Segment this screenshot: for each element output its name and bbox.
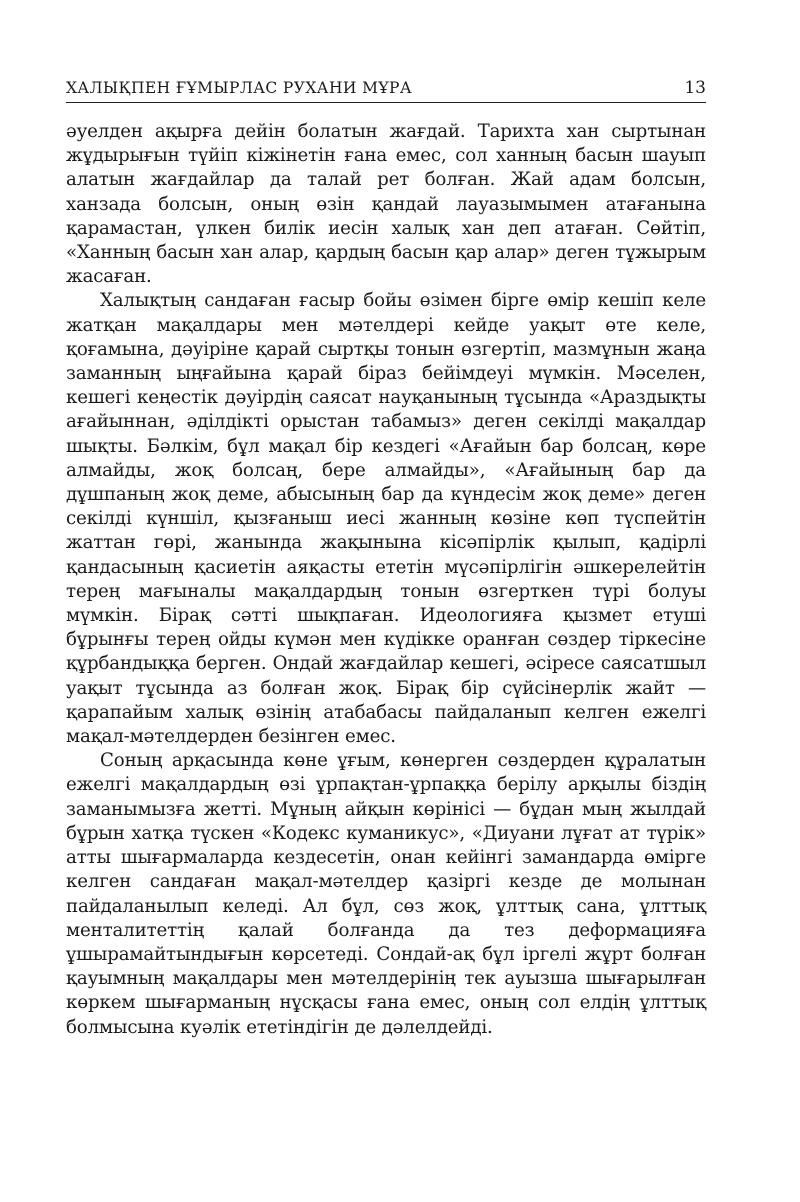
running-header bbox=[66, 76, 706, 103]
paragraph-3: Соның арқасында көне ұғым, көнерген сөздерден құралатын ежелгі мақалдардың өзі ұрпақтан-ұрпаққа берілу арқылы біздің заманымызға жетті. Мұның айқын көрінісі — бұдан мың жылдай бұрын хатқа түскен «Кодекс куманикус», «Диуани лұғат ат түрік» атты шығармаларда кездесетін, онан кейінгі замандарда өмірге келген сандаған мақал-мәтелдер қазіргі кезде де молынан пайдаланылып келеді. Ал бұл, сөз жоқ, ұлттық сана, ұлттық менталитеттің қалай болғанда да тез деформацияға ұшырамайтындығын көрсетеді. Сондай-ақ бұл іргелі жұрт болған қауымның мақалдары мен мәтелдерінің тек ауызша шығарылған көркем шығарманың нұсқасы ғана емес, оның сол елдің ұлттық болмысына куәлік ететіндігін де дәлелдейді. bbox=[66, 750, 706, 1038]
running-title: ХАЛЫҚПЕН ҒҰМЫРЛАС РУХАНИ МҰРА bbox=[66, 79, 412, 97]
page-number: 13 bbox=[684, 78, 706, 98]
paragraph-1: әуелден ақырға дейін болатын жағдай. Тарихта хан сыртынан жұдырығын түйіп кіжінетін ғана емес, сол ханның басын шауып алатын жағдайлар да талай рет болған. Жай адам болсын, ханзада болсын, оның өзін қандай лауазымымен атағанына қарамастан, үлкен билік иесін халық хан деп атаған. Сөйтіп, «Ханның басын хан алар, қардың басын қар алар» деген тұжырым жасаған. bbox=[66, 121, 706, 288]
body-text bbox=[66, 120, 706, 1040]
paragraph-2: Халықтың сандаған ғасыр бойы өзімен бірге өмір кешіп келе жатқан мақалдары мен мәтелдері кейде уақыт өте келе, қоғамына, дәуіріне қарай сыртқы тонын өзгертіп, мазмұнын жаңа заманның ыңғайына қарай біраз бейімдеуі мүмкін. Мәселен, кешегі кеңестік дәуірдің саясат науқанының тұсында «Араздықты ағайыннан, әділдікті орыстан табамыз» деген секілді мақалдар шықты. Бәлкім, бұл мақал бір кездегі «Ағайын бар болсаң, көре алмайды, жоқ болсаң, бере алмайды», «Ағайының бар да дұшпаның жоқ деме, абысының бар да күндесім жоқ деме» деген секілді күншіл, қызғаныш иесі жанның көзіне көп түспейтін жаттан гөрі, жанында жақынына кісәпірлік қылып, қадірлі қандасының қасиетін аяқасты ететін мүсәпірлігін әшкерелейтін терең мағыналы мақалдардың тонын өзгерткен түрі болуы мүмкін. Бірақ сәтті шықпаған. Идеологияға қызмет етуші бұрынғы терең ойды күмән мен күдікке оранған сөздер тіркесіне құрбандыққа берген. Ондай жағдайлар кешегі, әсіресе саясатшыл уақыт тұсында аз болған жоқ. Бірақ бір сүйсінерлік жайт — қарапайым халық өзінің атабабасы пайдаланып келген ежелгі мақал-мәтелдерден безінген емес. bbox=[66, 290, 706, 748]
